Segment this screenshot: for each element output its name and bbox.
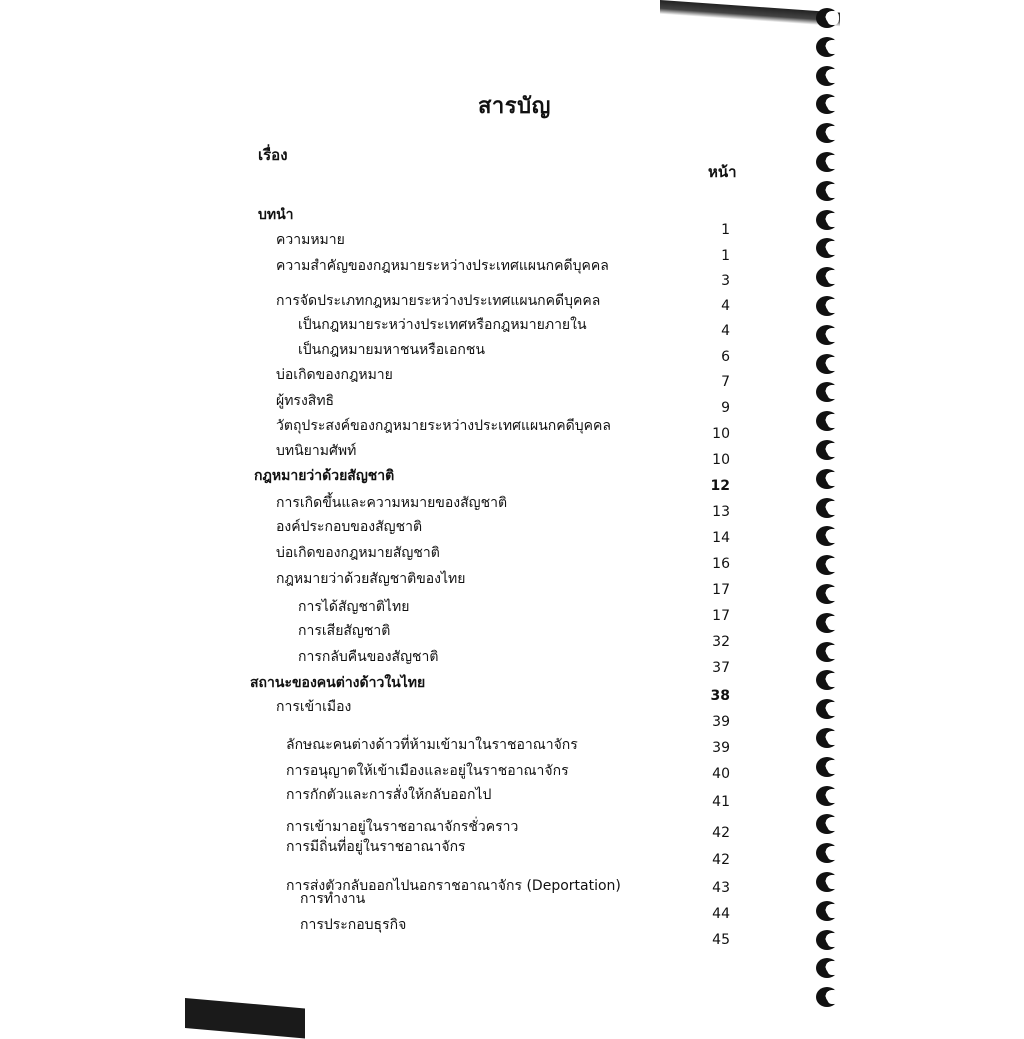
binding-ring: [816, 152, 838, 172]
toc-page-number: 1: [721, 222, 730, 238]
binding-ring: [816, 786, 838, 806]
toc-entry: การส่งตัวกลับออกไปนอกราชอาณาจักร (Deportation): [286, 878, 621, 894]
toc-page-number: 42: [712, 852, 730, 868]
toc-page-number: 43: [712, 880, 730, 896]
toc-page-number: 37: [712, 660, 730, 676]
toc-page-number: 17: [712, 608, 730, 624]
toc-entry: ความหมาย: [276, 232, 345, 248]
toc-page-number: 13: [712, 504, 730, 520]
binding-ring: [816, 872, 838, 892]
binding-ring: [816, 123, 838, 143]
toc-page-number: 10: [712, 452, 730, 468]
spiral-binding: [808, 8, 838, 1024]
binding-ring: [816, 325, 838, 345]
toc-entry: การทำงาน: [300, 891, 366, 907]
binding-ring: [816, 66, 838, 86]
toc-entry: บ่อเกิดของกฎหมาย: [276, 367, 393, 383]
toc-page-number: 17: [712, 582, 730, 598]
toc-entry: การเสียสัญชาติ: [298, 623, 391, 639]
binding-ring: [816, 8, 838, 28]
toc-entry: การได้สัญชาติไทย: [298, 599, 410, 615]
binding-ring: [816, 757, 838, 777]
binding-ring: [816, 469, 838, 489]
binding-ring: [816, 987, 838, 1007]
binding-ring: [816, 958, 838, 978]
binding-ring: [816, 814, 838, 834]
toc-entry: บ่อเกิดของกฎหมายสัญชาติ: [276, 545, 440, 561]
toc-entry: การเกิดขึ้นและความหมายของสัญชาติ: [276, 495, 508, 511]
binding-ring: [816, 555, 838, 575]
toc-page-number: 12: [710, 478, 730, 494]
binding-ring: [816, 613, 838, 633]
toc-entry: การเข้าเมือง: [276, 699, 352, 715]
toc-page-number: 4: [721, 323, 730, 339]
toc-page-number: 40: [712, 766, 730, 782]
toc-page-number: 42: [712, 825, 730, 841]
binding-ring: [816, 843, 838, 863]
toc-page-number: 14: [712, 530, 730, 546]
toc-page-number: 45: [712, 932, 730, 948]
toc-page-number: 38: [710, 688, 730, 704]
binding-ring: [816, 584, 838, 604]
binding-ring: [816, 94, 838, 114]
toc-entry: องค์ประกอบของสัญชาติ: [276, 519, 423, 535]
toc-page-number: 39: [712, 714, 730, 730]
binding-ring: [816, 382, 838, 402]
binding-ring: [816, 354, 838, 374]
binding-ring: [816, 267, 838, 287]
toc-entry: เป็นกฎหมายระหว่างประเทศหรือกฎหมายภายใน: [298, 317, 587, 333]
toc-page-number: 6: [721, 349, 730, 365]
toc-entry: การจัดประเภทกฎหมายระหว่างประเทศแผนกคดีบุคคล: [276, 293, 601, 309]
binding-ring: [816, 181, 838, 201]
page-column-header: หน้า: [708, 163, 737, 181]
topic-column-header: เรื่อง: [258, 146, 288, 164]
binding-ring: [816, 238, 838, 258]
toc-entry: การกลับคืนของสัญชาติ: [298, 649, 439, 665]
binding-ring: [816, 37, 838, 57]
toc-entry: การมีถิ่นที่อยู่ในราชอาณาจักร: [286, 839, 466, 855]
binding-ring: [816, 411, 838, 431]
binding-ring: [816, 728, 838, 748]
binding-ring: [816, 296, 838, 316]
toc-page-number: 16: [712, 556, 730, 572]
binding-ring: [816, 901, 838, 921]
toc-chapter-heading: บทนำ: [258, 207, 294, 223]
binding-ring: [816, 670, 838, 690]
page-edge-shadow-bottom: [185, 998, 305, 1038]
binding-ring: [816, 930, 838, 950]
binding-ring: [816, 440, 838, 460]
toc-page-number: 10: [712, 426, 730, 442]
toc-entry: ลักษณะคนต่างด้าวที่ห้ามเข้ามาในราชอาณาจักร: [286, 737, 578, 753]
binding-ring: [816, 699, 838, 719]
binding-ring: [816, 210, 838, 230]
toc-page-number: 1: [721, 248, 730, 264]
toc-page-number: 32: [712, 634, 730, 650]
toc-entry: การเข้ามาอยู่ในราชอาณาจักรชั่วคราว: [286, 819, 519, 835]
toc-page-number: 39: [712, 740, 730, 756]
toc-page-number: 3: [721, 273, 730, 289]
binding-ring: [816, 526, 838, 546]
toc-page-number: 41: [712, 794, 730, 810]
toc-entry: ผู้ทรงสิทธิ: [276, 393, 335, 409]
toc-chapter-heading: สถานะของคนต่างด้าวในไทย: [250, 675, 426, 691]
toc-page-number: 44: [712, 906, 730, 922]
toc-entry: กฎหมายว่าด้วยสัญชาติของไทย: [276, 571, 466, 587]
toc-entry: บทนิยามศัพท์: [276, 443, 357, 459]
toc-chapter-heading: กฎหมายว่าด้วยสัญชาติ: [254, 468, 395, 484]
toc-entry: เป็นกฎหมายมหาชนหรือเอกชน: [298, 342, 485, 358]
toc-page-number: 9: [721, 400, 730, 416]
toc-entry: วัตถุประสงค์ของกฎหมายระหว่างประเทศแผนกคดีบุคคล: [276, 418, 611, 434]
binding-ring: [816, 642, 838, 662]
toc-entry: ความสำคัญของกฎหมายระหว่างประเทศแผนกคดีบุคคล: [276, 258, 609, 274]
binding-ring: [816, 498, 838, 518]
toc-entry: การกักตัวและการสั่งให้กลับออกไป: [286, 787, 492, 803]
toc-entry: การอนุญาตให้เข้าเมืองและอยู่ในราชอาณาจักร: [286, 763, 569, 779]
toc-entry: การประกอบธุรกิจ: [300, 917, 407, 933]
page-title: สารบัญ: [478, 94, 551, 119]
toc-page-number: 7: [721, 374, 730, 390]
toc-page-number: 4: [721, 298, 730, 314]
